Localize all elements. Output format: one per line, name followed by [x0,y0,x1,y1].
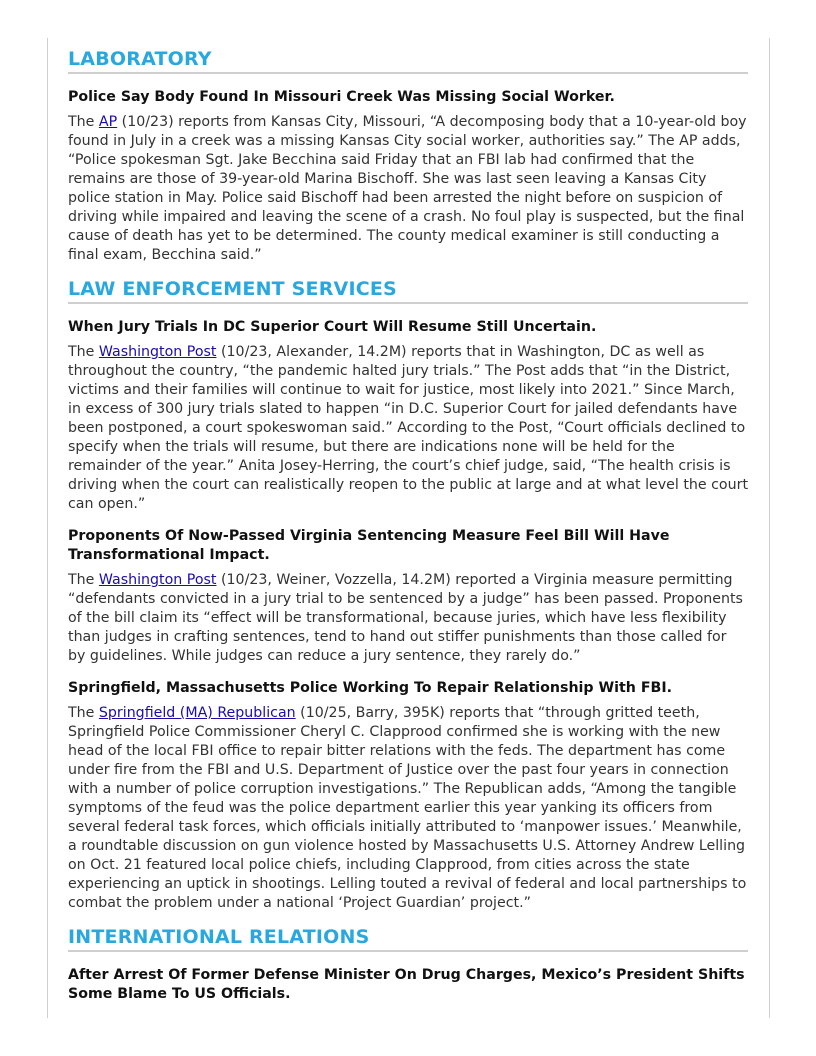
article-lead: The [68,114,99,130]
article [68,966,748,1004]
article [68,527,748,666]
section-heading: LABORATORY [68,48,748,74]
article [68,88,748,265]
article-body [68,571,748,666]
article-headline: After Arrest Of Former Defense Minister On Drug Charges, Mexico’s President Shifts Some Blame To US Officials. [68,967,745,1002]
section-heading: INTERNATIONAL RELATIONS [68,926,748,952]
section-laboratory [68,48,748,265]
article-text: (10/23) reports from Kansas City, Missouri, “A decomposing body that a 10-year-old boy found in July in a creek was a missing Kansas City social worker, authorities say.” The AP adds, “Police spokesman Sgt. Jake Becchina said Friday that an FBI lab had confirmed that the remains are those of 39-year-old Marina Bischoff. She was last seen leaving a Kansas City police station in May. Police said Bischoff had been arrested the night before on suspicion of driving while impaired and leaving the scene of a crash. No foul play is suspected, but the final cause of death has yet to be determined. The county medical examiner is still conducting a final exam, Becchina said.” [68,114,747,263]
article-headline: Springfield, Massachusetts Police Working To Repair Relationship With FBI. [68,680,673,696]
article-body [68,343,748,514]
article [68,318,748,514]
article-headline: Proponents Of Now-Passed Virginia Sentencing Measure Feel Bill Will Have Transformational Impact. [68,528,670,563]
article-text: (10/23, Weiner, Vozzella, 14.2M) reported a Virginia measure permitting “defendants convicted in a jury trial to be sentenced by a judge” has been passed. Proponents of the bill claim its “effect will be transformational, because juries, which have less flexibility than judges in crafting sentences, tend to hand out stiffer punishments than those called for by guidelines. While judges can reduce a jury sentence, they rarely do.” [68,572,743,664]
article-headline: Police Say Body Found In Missouri Creek Was Missing Social Worker. [68,89,615,105]
article-body [68,113,748,265]
section-international-relations [68,926,748,1004]
source-link[interactable]: Washington Post [98,344,217,360]
section-law-enforcement-services [68,278,748,913]
source-link[interactable]: Springfield (MA) Republican [98,705,296,721]
article-headline: When Jury Trials In DC Superior Court Will Resume Still Uncertain. [68,319,597,335]
source-link[interactable]: Washington Post [98,572,217,588]
source-link[interactable]: AP [98,114,118,130]
article-text: (10/23, Alexander, 14.2M) reports that in Washington, DC as well as throughout the country, “the pandemic halted jury trials.” The Post adds that “in the District, victims and their families will continue to wait for justice, most likely into 2021.” Since March, in excess of 300 jury trials slated to happen “in D.C. Superior Court for jailed defendants have been postponed, a court spokeswoman said.” According to the Post, “Court officials declined to specify when the trials will resume, but there are indications none will be held for the remainder of the year.” Anita Josey-Herring, the court’s chief judge, said, “The health crisis is driving when the court can realistically reopen to the public at large and at what level the court can open.” [68,344,749,512]
article-text: (10/25, Barry, 395K) reports that “through gritted teeth, Springfield Police Commissioner Cheryl C. Clapprood confirmed she is working with the new head of the local FBI office to repair bitter relations with the feds. The department has come under fire from the FBI and U.S. Department of Justice over the past four years in connection with a number of police corruption investigations.” The Republican adds, “Among the tangible symptoms of the feud was the police department earlier this year yanking its officers from several federal task forces, which officials initially attributed to ‘manpower issues.’ Meanwhile, a roundtable discussion on gun violence hosted by Massachusetts U.S. Attorney Andrew Lelling on Oct. 21 featured local police chiefs, including Clapprood, from cities across the state experiencing an uptick in shootings. Lelling touted a revival of federal and local partnerships to combat the problem under a national ‘Project Guardian’ project.” [68,705,747,911]
article-lead: The [68,344,99,360]
article-lead: The [68,572,99,588]
article-body [68,704,748,913]
article-lead: The [68,705,99,721]
section-heading: LAW ENFORCEMENT SERVICES [68,278,748,304]
document-content [68,48,748,1017]
article [68,679,748,913]
